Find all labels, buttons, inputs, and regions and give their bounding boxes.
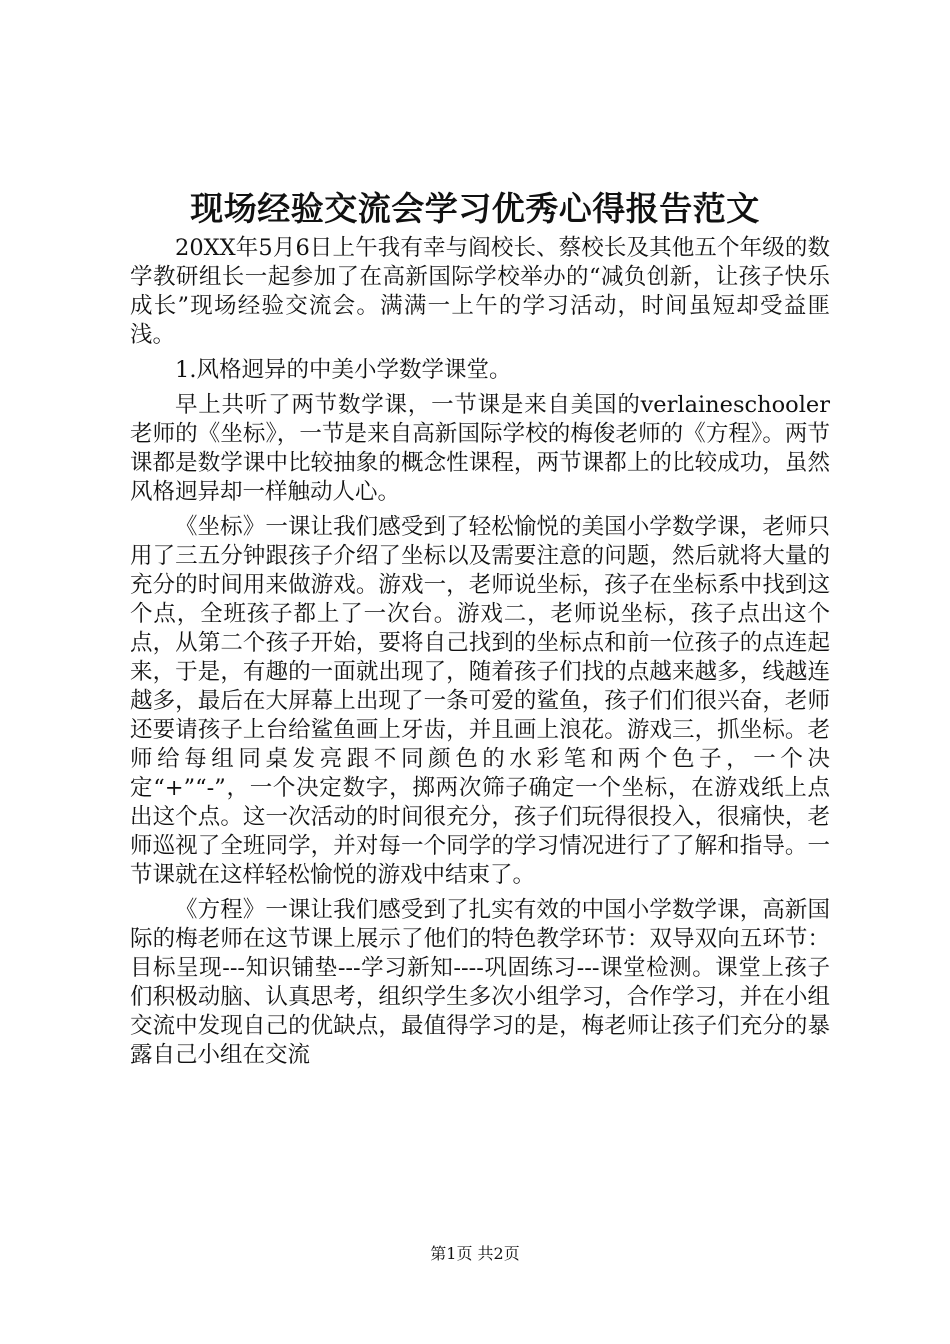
paragraph-equation-lesson: 《方程》一课让我们感受到了扎实有效的中国小学数学课，高新国际的梅老师在这节课上展示了他们的特色教学环节：双导双向五环节：目标呈现---知识铺垫---学习新知----巩固练习---课堂检测。课堂上孩子们积极动脑、认真思考，组织学生多次小组学习，合作学习，并在小组交流中发现自己的优缺点，最值得学习的是，梅老师让孩子们充分的暴露自己小组在交流 [130,897,830,1068]
document-body [130,234,830,1070]
document-title: 现场经验交流会学习优秀心得报告范文 [190,189,760,228]
paragraph-classes: 早上共听了两节数学课，一节课是来自美国的verlaineschooler老师的《坐标》，一节是来自高新国际学校的梅俊老师的《方程》。两节课都是数学课中比较抽象的概念性课程，两节课都上的比较成功，虽然风格迥异却一样触动人心。 [130,392,830,505]
paragraph-intro: 20XX年5月6日上午我有幸与阎校长、蔡校长及其他五个年级的数学教研组长一起参加了在高新国际学校举办的“减负创新，让孩子快乐成长”现场经验交流会。满满一上午的学习活动，时间虽短却受益匪浅。 [130,235,830,348]
paragraph-coordinates-lesson: 《坐标》一课让我们感受到了轻松愉悦的美国小学数学课，老师只用了三五分钟跟孩子介绍了坐标以及需要注意的问题，然后就将大量的充分的时间用来做游戏。游戏一，老师说坐标，孩子在坐标系中找到这个点，全班孩子都上了一次台。游戏二，老师说坐标，孩子点出这个点，从第二个孩子开始，要将自己找到的坐标点和前一位孩子的点连起来，于是，有趣的一面就出现了，随着孩子们找的点越来越多，线越连越多，最后在大屏幕上出现了一条可爱的鲨鱼，孩子们们很兴奋，老师还要请孩子上台给鲨鱼画上牙齿，并且画上浪花。游戏三，抓坐标。老师给每组同桌发亮跟不同颜色的水彩笔和两个色子，一个决定“+”“-”，一个决定数字，掷两次筛子确定一个坐标，在游戏纸上点出这个点。这一次活动的时间很充分，孩子们玩得很投入，很痛快，老师巡视了全班同学，并对每一个同学的学习情况进行了了解和指导。一节课就在这样轻松愉悦的游戏中结束了。 [130,514,830,888]
page-footer: 第1页 共2页 [430,1244,520,1263]
section-heading: 1.风格迥异的中美小学数学课堂。 [175,357,512,383]
